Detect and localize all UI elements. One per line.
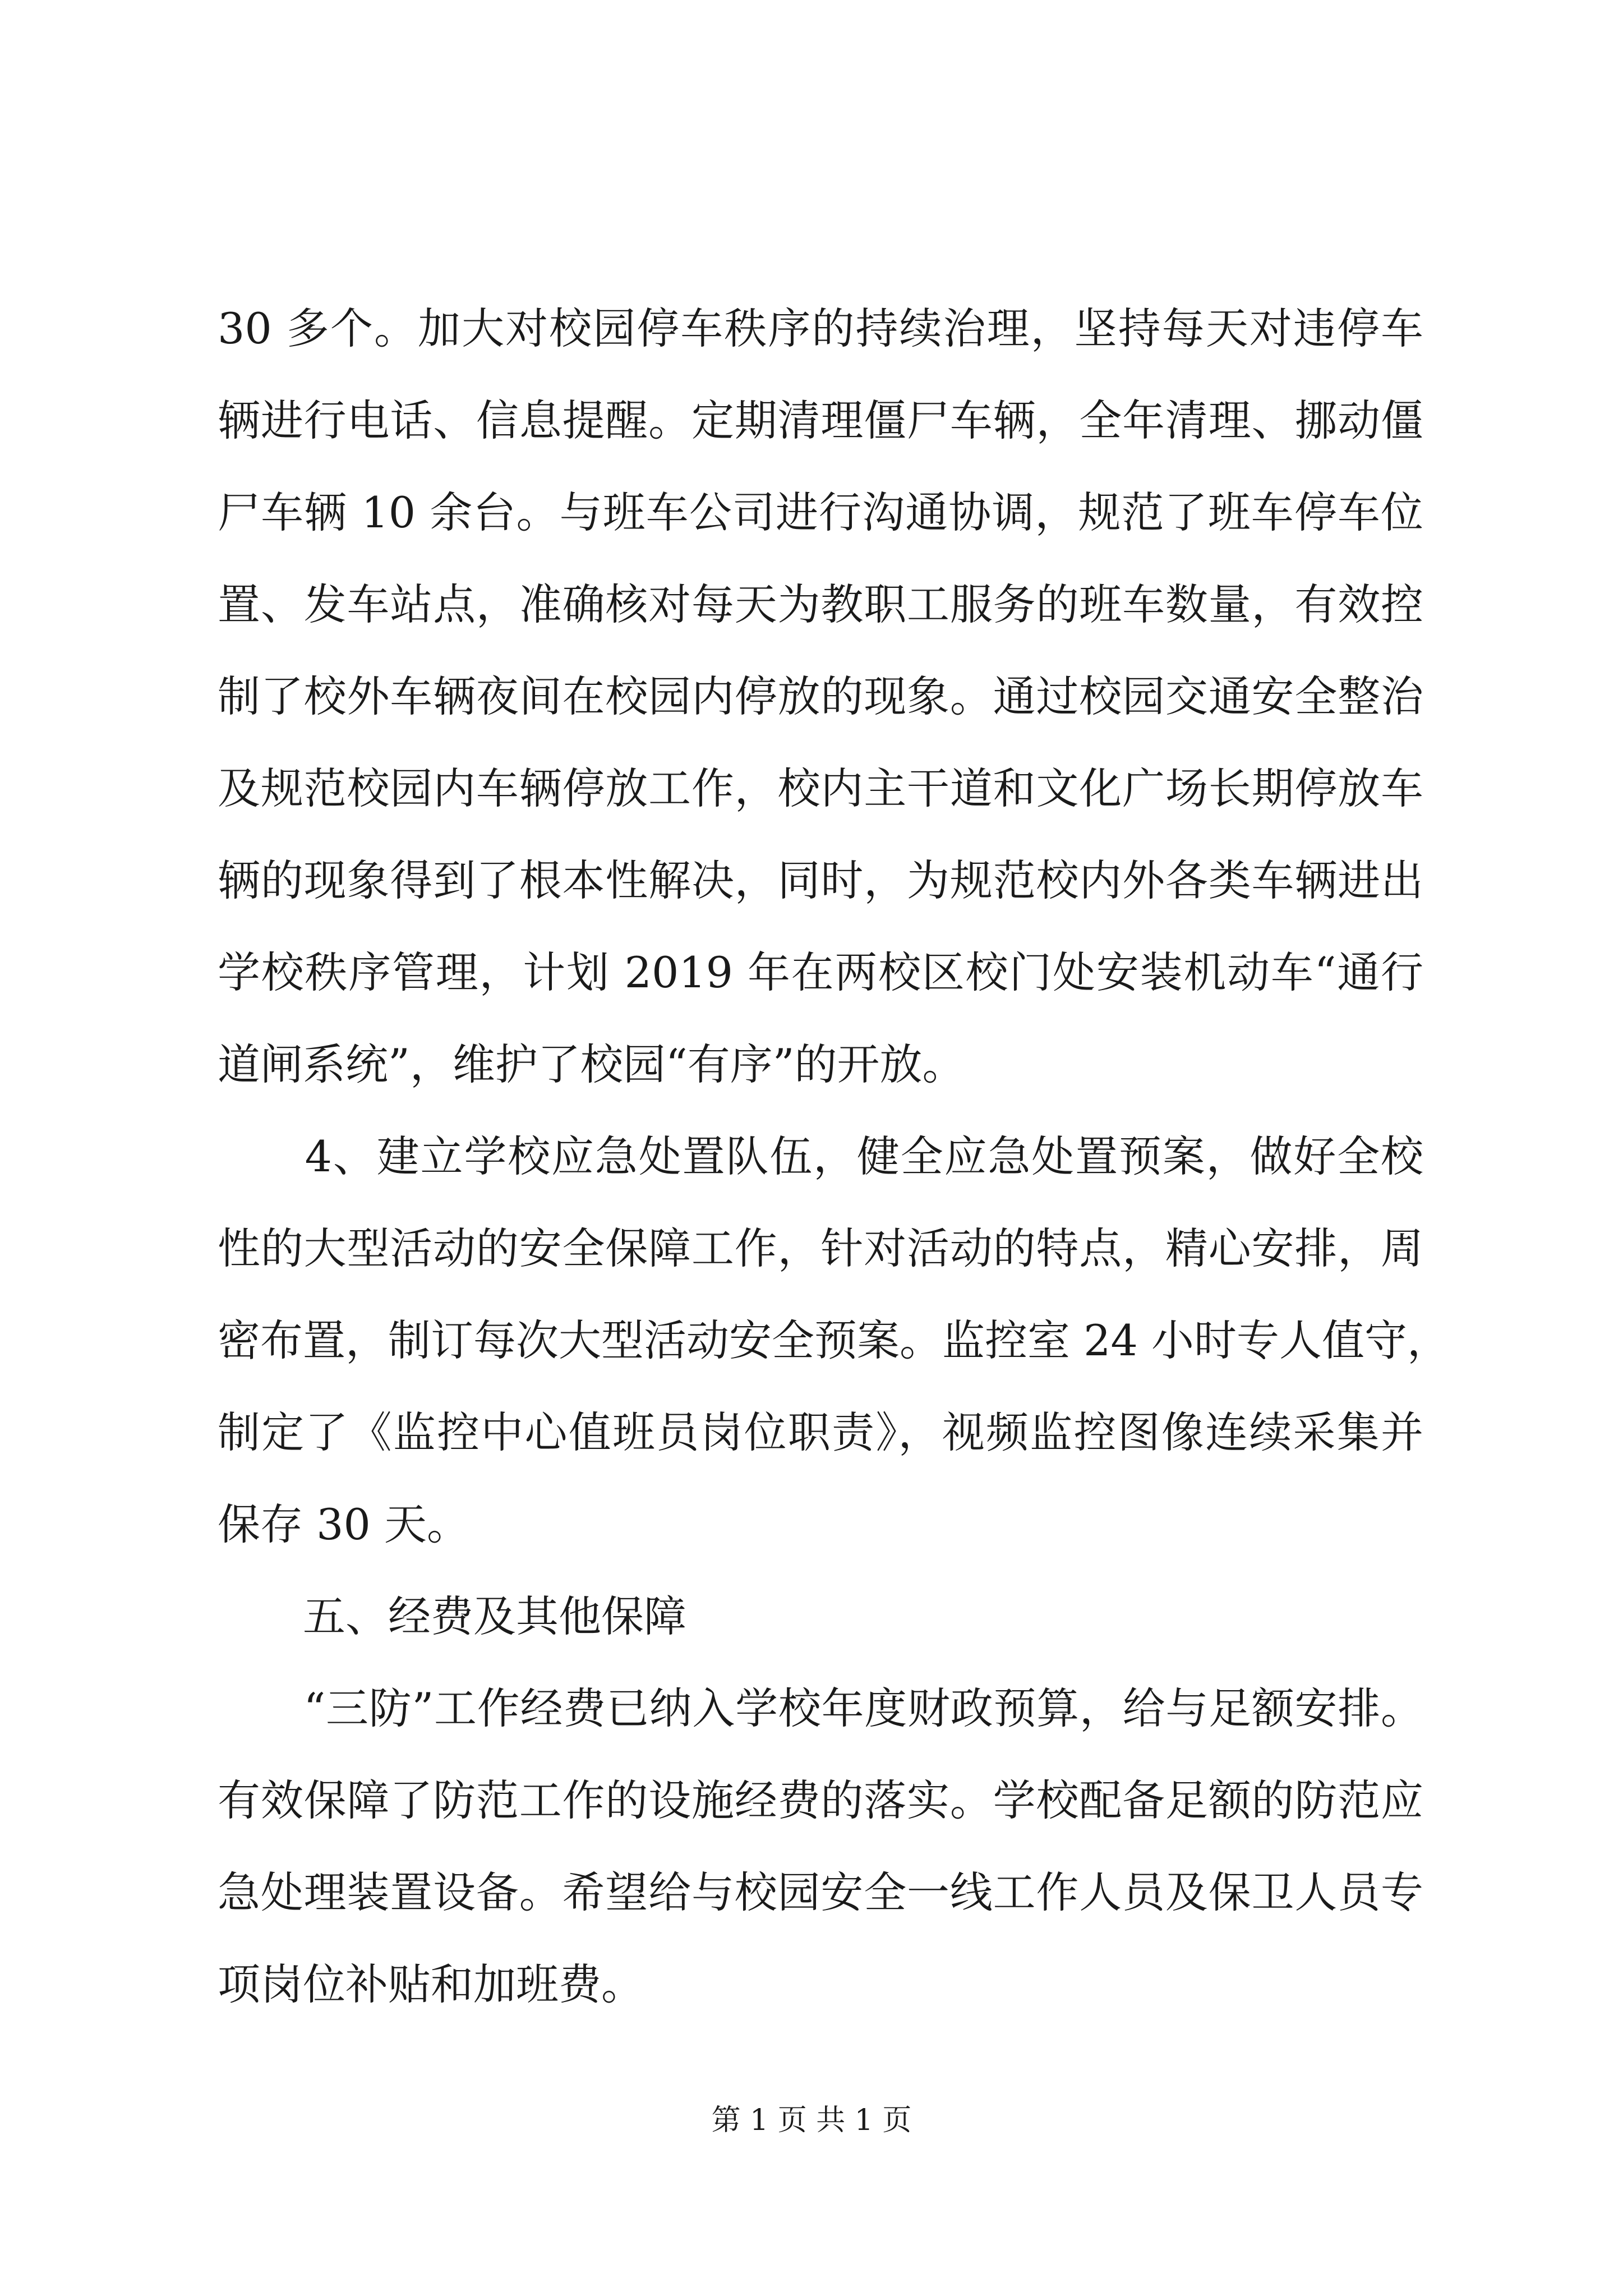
body-text-line: 保存 30 天。: [218, 1499, 470, 1549]
body-text-line: 4、建立学校应急处置队伍，健全应急处置预案，做好全校: [218, 1131, 1423, 1181]
body-text-line: 急处理装置设备。希望给与校园安全一线工作人员及保卫人员专: [218, 1867, 1423, 1917]
body-text-line: 制定了《监控中心值班员岗位职责》，视频监控图像连续采集并: [218, 1407, 1423, 1457]
body-text-line: 性的大型活动的安全保障工作，针对活动的特点，精心安排，周: [218, 1223, 1423, 1273]
body-text-line: 尸车辆 10 余台。与班车公司进行沟通协调，规范了班车停车位: [218, 487, 1423, 537]
body-text-line: 密布置，制订每次大型活动安全预案。监控室 24 小时专人值守，: [218, 1315, 1450, 1365]
section-heading: 五、经费及其他保障: [218, 1591, 686, 1641]
body-text-line: 道闸系统”，维护了校园“有序”的开放。: [218, 1039, 965, 1089]
body-text-line: 30 多个。加大对校园停车秩序的持续治理，坚持每天对违停车: [218, 303, 1423, 353]
body-text-line: 置、发车站点，准确核对每天为教职工服务的班车数量，有效控: [218, 579, 1423, 629]
body-text-line: 学校秩序管理，计划 2019 年在两校区校门处安装机动车“通行: [218, 947, 1423, 997]
body-text-line: 有效保障了防范工作的设施经费的落实。学校配备足额的防范应: [218, 1775, 1423, 1825]
body-text-line: 项岗位补贴和加班费。: [218, 1959, 644, 2009]
body-text-line: 辆的现象得到了根本性解决，同时，为规范校内外各类车辆进出: [218, 855, 1423, 905]
body-text-line: “三防”工作经费已纳入学校年度财政预算，给与足额安排。: [218, 1683, 1423, 1733]
body-text-line: 辆进行电话、信息提醒。定期清理僵尸车辆，全年清理、挪动僵: [218, 395, 1423, 445]
page-number-footer: 第 1 页 共 1 页: [711, 2104, 912, 2137]
body-text-line: 及规范校园内车辆停放工作，校内主干道和文化广场长期停放车: [218, 763, 1423, 813]
body-text-line: 制了校外车辆夜间在校园内停放的现象。通过校园交通安全整治: [218, 671, 1423, 721]
